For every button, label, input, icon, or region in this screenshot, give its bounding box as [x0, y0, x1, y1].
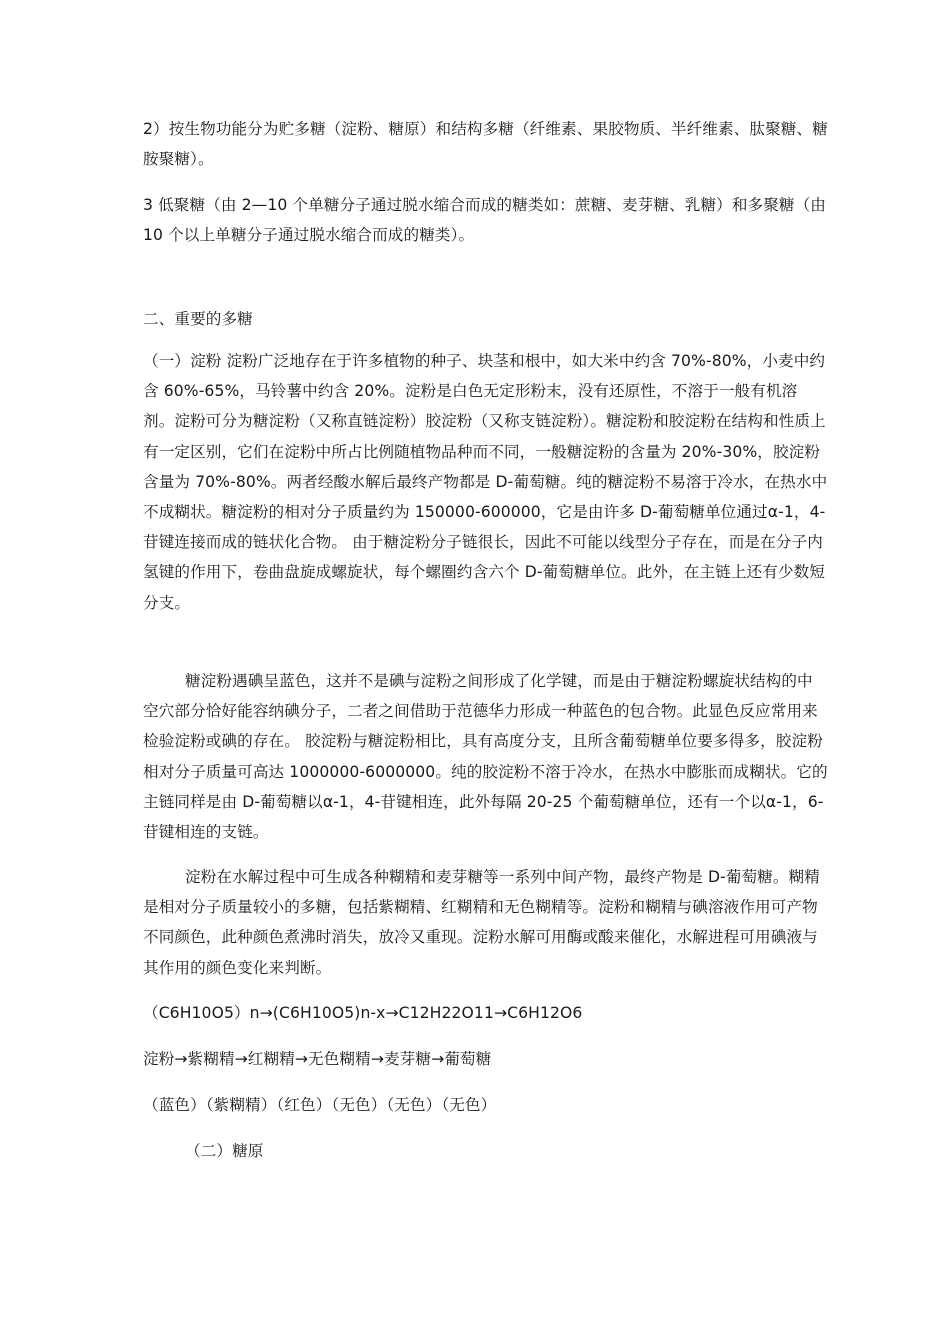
- paragraph-starch-hydrolysis: 淀粉在水解过程中可生成各种糊精和麦芽糖等一系列中间产物，最终产物是 D-葡萄糖。糊精是相对分子质量较小的多糖，包括紫糊精、红糊精和无色糊精等。淀粉和糊精与碘溶液作用可产物不同颜色，此种颜色煮沸时消失，放冷又重现。淀粉水解可用酶或酸来催化，水解进程可用碘液与其作用的颜色变化来判断。: [143, 868, 820, 977]
- paragraph-storage-structural-polysaccharides: 2）按生物功能分为贮多糖（淀粉、糖原）和结构多糖（纤维素、果胶物质、半纤维素、肽聚糖、糖胺聚糖）。: [143, 120, 828, 169]
- hydrolysis-formula: （C6H10O5）n→(C6H10O5)n-x→C12H22O11→C6H12O6: [143, 1004, 583, 1022]
- paragraph-oligosaccharides-polysaccharides: 3 低聚糖（由 2—10 个单糖分子通过脱水缩合而成的糖类如：蔗糖、麦芽糖、乳糖）和多聚糖（由 10 个以上单糖分子通过脱水缩合而成的糖类）。: [143, 196, 827, 245]
- hydrolysis-sequence: 淀粉→紫糊精→红糊精→无色糊精→麦芽糖→葡萄糖: [143, 1050, 492, 1068]
- hydrolysis-colors: （蓝色）（紫糊精）（红色）（无色）（无色）（无色）: [143, 1096, 497, 1114]
- paragraph-starch: （一）淀粉 淀粉广泛地存在于许多植物的种子、块茎和根中，如大米中约含 70%-80%，小麦中约含 60%-65%，马铃薯中约含 20%。淀粉是白色无定形粉末，没有还原性，不溶于一般有机溶剂。淀粉可分为糖淀粉（又称直链淀粉）胶淀粉（又称支链淀粉）。糖淀粉和胶淀粉在结构和性质上有一定区别，它们在淀粉中所占比例随植物品种而不同，一般糖淀粉的含量为 20%-30%，胶淀粉含量为 70%-80%。两者经酸水解后最终产物都是 D-葡萄糖。纯的糖淀粉不易溶于冷水，在热水中不成糊状。糖淀粉的相对分子质量约为 150000-600000，它是由许多 D-葡萄糖单位通过α-1，4-苷键连接而成的链状化合物。 由于糖淀粉分子链很长，因此不可能以线型分子存在，而是在分子内氢键的作用下，卷曲盘旋成螺旋状，每个螺圈约含六个 D-葡萄糖单位。此外，在主链上还有少数短分支。: [143, 352, 828, 612]
- paragraph-amylose-iodine: 糖淀粉遇碘呈蓝色，这并不是碘与淀粉之间形成了化学键，而是由于糖淀粉螺旋状结构的中空穴部分恰好能容纳碘分子，二者之间借助于范德华力形成一种蓝色的包合物。此显色反应常用来检验淀粉或碘的存在。 胶淀粉与糖淀粉相比，具有高度分支，且所含葡萄糖单位要多得多，胶淀粉相对分子质量可高达 1000000-6000000。纯的胶淀粉不溶于冷水，在热水中膨胀而成糊状。它的主链同样是由 D-葡萄糖以α-1，4-苷键相连，此外每隔 20-25 个葡萄糖单位，还有一个以α-1，6-苷键相连的支链。: [143, 672, 828, 842]
- section-heading-glycogen: （二）糖原: [185, 1142, 264, 1160]
- section-heading-important-polysaccharides: 二、重要的多糖: [143, 310, 253, 328]
